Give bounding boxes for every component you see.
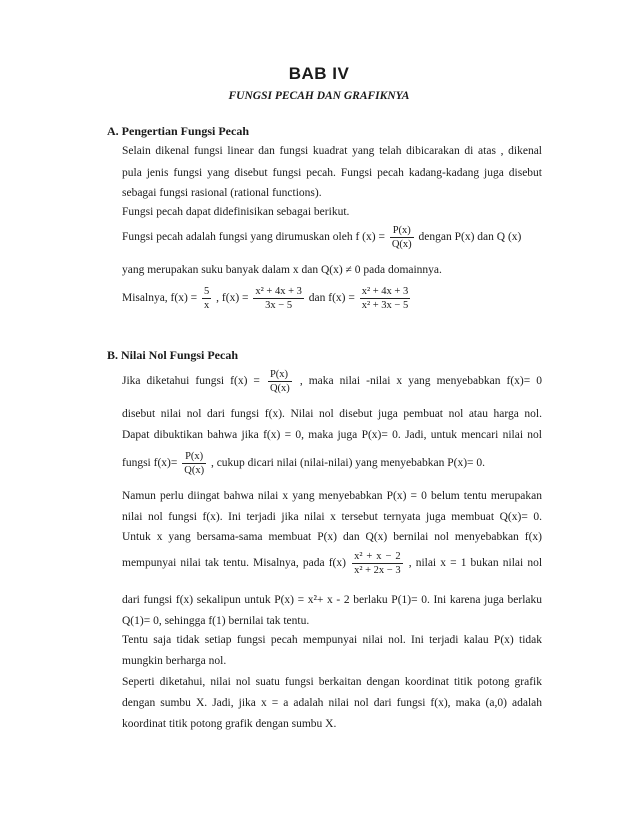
section-b-line <box>122 368 542 395</box>
section-b-line: Dapat dibuktikan bahwa jika f(x) = 0, maka juga P(x)= 0. Jadi, untuk mencari nilai nol <box>122 429 542 441</box>
chapter-title: BAB IV <box>288 64 350 83</box>
fraction-denominator: Q(x) <box>269 383 290 394</box>
section-b-line <box>122 450 485 477</box>
fraction-numerator: P(x) <box>182 450 206 464</box>
section-a-heading: A. Pengertian Fungsi Pecah <box>107 124 249 138</box>
fraction-numerator: x² + 4x + 3 <box>255 286 302 297</box>
fraction-numerator: x² + 4x + 3 <box>361 286 409 297</box>
fraction-denominator: x² + 3x − 5 <box>361 300 409 311</box>
example-lead: Misalnya, f(x) = <box>122 292 198 305</box>
fraction-denominator: Q(x) <box>391 239 412 250</box>
section-b-heading: B. Nilai Nol Fungsi Pecah <box>107 348 239 362</box>
section-b-line: nilai nol fungsi f(x). Ini terjadi jika nilai x tersebut ternyata juga membuat Q(x)= 0. <box>122 511 542 523</box>
example-separator: , f(x) = <box>216 292 249 305</box>
section-b-line: disebut nilai nol dari fungsi f(x). Nilai nol disebut juga pembuat nol atau harga nol. <box>122 408 542 420</box>
zero-definition-fraction <box>268 368 292 395</box>
fraction-numerator: P(x) <box>390 224 414 238</box>
line-tail: , maka nilai -nilai x yang menyebabkan f(x)= 0 <box>299 375 542 388</box>
section-a-line: Fungsi pecah dapat didefinisikan sebagai berikut. <box>122 206 350 218</box>
section-b-line: dengan sumbu X. Jadi, jika x = a adalah nilai nol dari fungsi f(x), maka (a,0) adalah <box>122 697 542 709</box>
example-fraction-3 <box>360 285 411 312</box>
example-separator: dan f(x) = <box>308 292 355 305</box>
definition-tail: dengan P(x) dan Q (x) <box>418 231 522 244</box>
fraction-denominator: x <box>204 300 210 311</box>
line-lead: Jika diketahui fungsi f(x) = <box>122 375 260 388</box>
example-zero-fraction <box>352 550 403 577</box>
section-a-line: Selain dikenal fungsi linear dan fungsi kuadrat yang telah dibicarakan di atas , dikenal <box>122 145 542 157</box>
example-fraction-2 <box>253 285 304 312</box>
section-b-line: Q(1)= 0, sehingga f(1) bernilai tak tentu. <box>122 615 310 627</box>
zero-search-fraction <box>182 450 206 477</box>
section-b-line: Untuk x yang bersama-sama membuat P(x) dan Q(x) bernilai nol menyebabkan f(x) <box>122 531 542 543</box>
example-fraction-1 <box>202 285 211 312</box>
fraction-numerator: P(x) <box>268 368 292 382</box>
line-tail: , cukup dicari nilai (nilai-nilai) yang menyebabkan P(x)= 0. <box>210 457 486 470</box>
definition-line <box>122 224 521 251</box>
section-b-line: dari fungsi f(x) sekalipun untuk P(x) = x²+ x - 2 berlaku P(1)= 0. Ini karena juga berlaku <box>122 594 542 606</box>
line-lead: fungsi f(x)= <box>122 457 178 470</box>
section-b-line: Seperti diketahui, nilai nol suatu fungsi berkaitan dengan koordinat titik potong grafik <box>122 676 542 688</box>
fraction-denominator: x² + 2x − 3 <box>354 565 401 576</box>
section-a-line: pula jenis fungsi yang disebut fungsi pecah. Fungsi pecah kadang-kadang juga disebut <box>122 167 542 179</box>
fraction-denominator: Q(x) <box>184 465 205 476</box>
line-lead: mempunyai nilai tak tentu. Misalnya, pada f(x) <box>122 557 346 570</box>
example-line <box>122 285 412 312</box>
line-tail: , nilai x = 1 bukan nilai nol <box>408 557 543 570</box>
definition-lead: Fungsi pecah adalah fungsi yang dirumuskan oleh f (x) = <box>122 231 385 244</box>
section-b-line <box>122 550 542 577</box>
section-b-line: mungkin berharga nol. <box>122 655 227 667</box>
section-b-line: Namun perlu diingat bahwa nilai x yang menyebabkan P(x) = 0 belum tentu merupakan <box>122 490 542 502</box>
fraction-numerator: 5 <box>204 286 210 297</box>
section-a-line: sebagai fungsi rasional (rational functions). <box>122 187 322 199</box>
section-a-line: yang merupakan suku banyak dalam x dan Q(x) ≠ 0 pada domainnya. <box>122 264 442 276</box>
section-b-line: Tentu saja tidak setiap fungsi pecah mempunyai nilai nol. Ini terjadi kalau P(x) tidak <box>122 634 542 646</box>
definition-fraction <box>390 224 414 251</box>
section-b-line: koordinat titik potong grafik dengan sumbu X. <box>122 718 337 730</box>
fraction-numerator: x² + x − 2 <box>354 551 401 562</box>
fraction-denominator: 3x − 5 <box>265 300 293 311</box>
chapter-subtitle: FUNGSI PECAH DAN GRAFIKNYA <box>228 90 410 102</box>
